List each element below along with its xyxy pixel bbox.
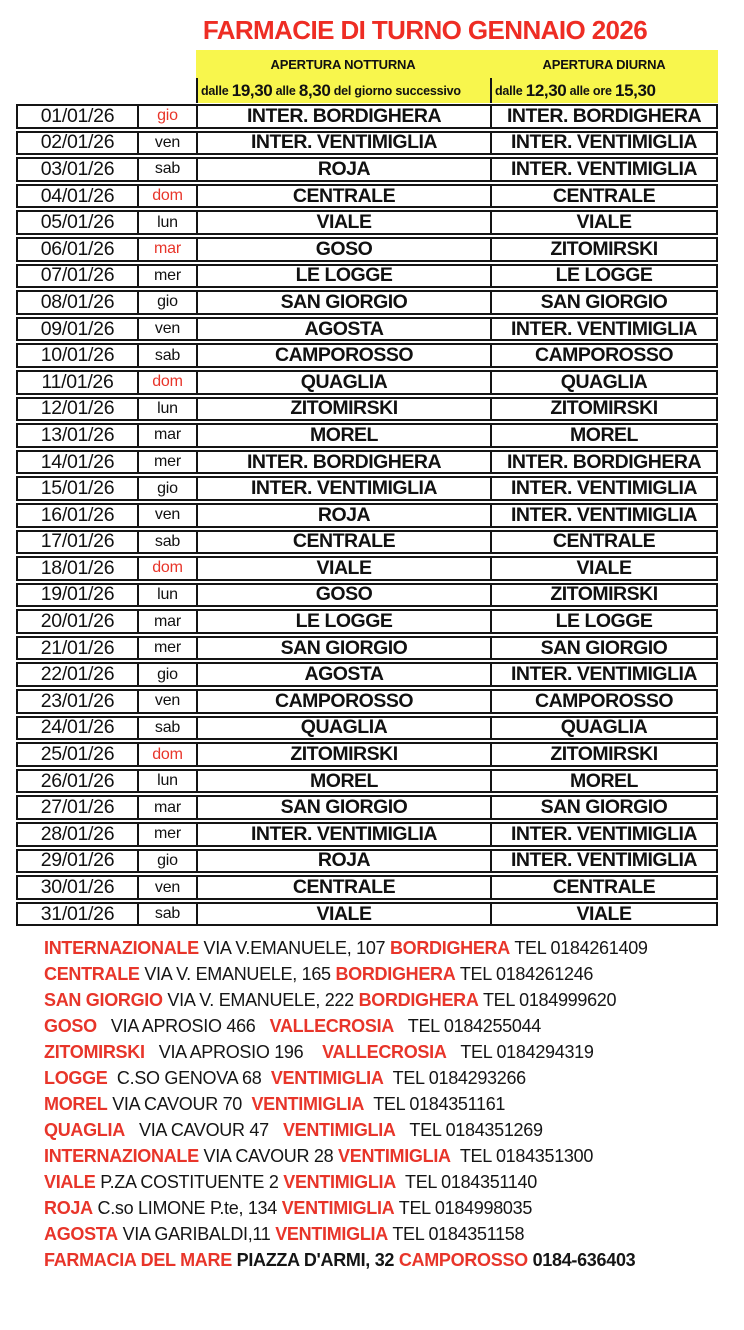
day-cell: gio [137,106,196,127]
night-times-post: del giorno successivo [330,83,461,98]
night-pharmacy-cell: GOSO [196,239,490,260]
day-pharmacy-cell: LE LOGGE [490,611,716,632]
day-pharmacy-cell: CAMPOROSSO [490,345,716,366]
pharmacy-address: C.SO GENOVA 68 [112,1068,267,1089]
table-row [16,423,718,448]
day-pharmacy-cell: INTER. BORDIGHERA [490,106,716,127]
night-pharmacy-cell: INTER. VENTIMIGLIA [196,133,490,154]
table-row [16,795,718,820]
directory-line [44,935,744,961]
night-times-pre: dalle [201,83,232,98]
pharmacy-name: INTERNAZIONALE [44,938,199,959]
pharmacy-address: C.so LIMONE P.te, 134 [97,1198,277,1219]
day-cell: lun [137,585,196,606]
night-pharmacy-cell: ZITOMIRSKI [196,744,490,765]
day-pharmacy-cell: SAN GIORGIO [490,292,716,313]
day-cell: sab [137,718,196,739]
table-row [16,317,718,342]
night-pharmacy-cell: LE LOGGE [196,266,490,287]
day-pharmacy-cell: ZITOMIRSKI [490,744,716,765]
date-cell: 11/01/26 [41,371,114,393]
directory-line [44,1169,744,1195]
day-pharmacy-cell: VIALE [490,212,716,233]
night-pharmacy-cell: VIALE [196,904,490,925]
pharmacy-city: BORDIGHERA [389,938,510,959]
day-cell: sab [137,904,196,925]
pharmacy-phone: TEL 0184261409 [514,938,648,959]
table-row [16,875,718,900]
pharmacy-address: VIA CAVOUR 70 [112,1094,247,1115]
table-row [16,131,718,156]
table-row [16,264,718,289]
pharmacy-address: VIA APROSIO 466 [101,1016,265,1037]
pharmacy-city: VALLECROSIA [269,1016,394,1037]
table-row [16,104,718,129]
opening-hours-labels-row [196,50,718,78]
table-row [16,769,718,794]
pharmacy-phone: TEL 0184351158 [392,1224,525,1245]
directory-line [44,961,744,987]
pharmacy-city: VENTIMIGLIA [270,1068,384,1089]
night-pharmacy-cell: CAMPOROSSO [196,691,490,712]
day-pharmacy-cell: CENTRALE [490,877,716,898]
date-cell: 20/01/26 [40,611,115,632]
directory-line [44,1065,744,1091]
day-cell: dom [137,372,196,393]
pharmacy-directory [44,935,744,1273]
day-cell: ven [137,691,196,712]
directory-line [44,987,744,1013]
day-pharmacy-cell: SAN GIORGIO [490,797,716,818]
night-pharmacy-cell: ROJA [196,505,490,526]
day-pharmacy-cell: CENTRALE [490,186,716,207]
pharmacy-address: VIA APROSIO 196 [149,1042,318,1063]
pharmacy-city: CAMPOROSSO [398,1250,528,1271]
directory-line [44,1195,744,1221]
night-pharmacy-cell: AGOSTA [196,664,490,685]
pharmacy-name: SAN GIORGIO [44,990,163,1011]
day-time-start: 12,30 [525,80,567,100]
directory-line [44,1143,744,1169]
night-pharmacy-cell: QUAGLIA [196,718,490,739]
date-cell: 05/01/26 [40,212,115,233]
date-cell: 19/01/26 [40,584,115,606]
day-pharmacy-cell: ZITOMIRSKI [490,585,716,606]
night-pharmacy-cell: SAN GIORGIO [196,292,490,313]
date-cell: 10/01/26 [40,345,115,366]
date-cell: 26/01/26 [40,770,115,792]
day-pharmacy-cell: QUAGLIA [490,718,716,739]
date-cell: 03/01/26 [40,159,115,180]
page-title: FARMACIE DI TURNO GENNAIO 2026 [202,15,648,45]
day-times-mid: alle ore [566,83,616,98]
directory-line [44,1221,744,1247]
pharmacy-name: FARMACIA DEL MARE [44,1250,232,1271]
date-cell: 12/01/26 [40,398,115,420]
pharmacy-name: MOREL [44,1094,108,1115]
night-pharmacy-cell: INTER. BORDIGHERA [196,452,490,473]
date-cell: 13/01/26 [40,425,115,446]
date-cell: 31/01/26 [40,903,115,925]
date-cell: 07/01/26 [40,265,115,287]
pharmacy-address: VIA V.EMANUELE, 107 [203,938,386,959]
pharmacy-city: VENTIMIGLIA [275,1224,388,1245]
day-cell: mar [137,611,196,632]
day-cell: dom [137,744,196,765]
day-cell: ven [137,319,196,340]
pharmacy-name: ZITOMIRSKI [44,1042,145,1063]
pharmacy-phone: TEL 0184293266 [388,1068,526,1089]
day-pharmacy-cell: CAMPOROSSO [490,691,716,712]
night-pharmacy-cell: INTER. BORDIGHERA [196,106,490,127]
day-pharmacy-cell: INTER. VENTIMIGLIA [490,478,716,499]
day-cell: sab [137,532,196,553]
day-pharmacy-cell: QUAGLIA [490,372,716,393]
day-cell: gio [137,851,196,872]
pharmacy-address: VIA V. EMANUELE, 222 [167,990,354,1011]
day-cell: gio [137,292,196,313]
night-pharmacy-cell: MOREL [196,771,490,792]
day-cell: gio [137,478,196,499]
table-row [16,636,718,661]
date-cell: 09/01/26 [40,318,115,340]
pharmacy-phone: TEL 0184999620 [482,990,617,1011]
date-cell: 28/01/26 [40,824,115,845]
table-row [16,530,718,555]
pharmacy-address: VIA V. EMANUELE, 165 [144,964,331,985]
pharmacy-city: VENTIMIGLIA [281,1198,395,1219]
table-row [16,583,718,608]
day-pharmacy-cell: VIALE [490,558,716,579]
day-cell: mar [137,239,196,260]
day-cell: mar [137,797,196,818]
pharmacy-name: GOSO [44,1016,97,1037]
day-pharmacy-cell: INTER. VENTIMIGLIA [490,159,716,180]
day-pharmacy-cell: ZITOMIRSKI [490,399,716,420]
night-pharmacy-cell: MOREL [196,425,490,446]
day-pharmacy-cell: INTER. VENTIMIGLIA [490,319,716,340]
day-times-pre: dalle [495,83,526,98]
day-opening-label: APERTURA DIURNA [542,56,666,72]
pharmacy-address: P.ZA COSTITUENTE 2 [100,1172,279,1193]
pharmacy-phone: TEL 0184294319 [451,1042,594,1063]
date-cell: 24/01/26 [40,717,115,739]
date-cell: 22/01/26 [40,664,115,686]
night-pharmacy-cell: ZITOMIRSKI [196,399,490,420]
table-row [16,450,718,475]
night-pharmacy-cell: CENTRALE [196,532,490,553]
date-cell: 04/01/26 [40,185,115,207]
table-row [16,237,718,262]
pharmacy-name: INTERNAZIONALE [44,1146,199,1167]
day-cell: dom [137,186,196,207]
day-pharmacy-cell: MOREL [490,425,716,446]
day-cell: mer [137,266,196,287]
pharmacy-phone: TEL 0184255044 [398,1016,542,1037]
date-cell: 29/01/26 [40,850,115,872]
night-pharmacy-cell: SAN GIORGIO [196,638,490,659]
pharmacy-name: QUAGLIA [44,1120,125,1141]
day-time-end: 15,30 [615,80,656,100]
night-pharmacy-cell: AGOSTA [196,319,490,340]
night-pharmacy-cell: SAN GIORGIO [196,797,490,818]
night-pharmacy-cell: VIALE [196,558,490,579]
day-pharmacy-cell: SAN GIORGIO [490,638,716,659]
duty-schedule-table [16,104,718,926]
night-pharmacy-cell: QUAGLIA [196,372,490,393]
day-pharmacy-cell: INTER. VENTIMIGLIA [490,851,716,872]
pharmacy-name: VIALE [44,1172,96,1193]
table-row [16,476,718,501]
day-pharmacy-cell: INTER. VENTIMIGLIA [490,664,716,685]
pharmacy-address: VIA GARIBALDI,11 [122,1224,271,1245]
day-pharmacy-cell: CENTRALE [490,532,716,553]
table-row [16,849,718,874]
table-row [16,689,718,714]
date-cell: 23/01/26 [40,691,115,712]
night-times-mid: alle [272,83,299,98]
date-cell: 30/01/26 [40,877,115,898]
table-row [16,503,718,528]
day-pharmacy-cell: ZITOMIRSKI [490,239,716,260]
opening-hours-header [196,50,718,103]
night-pharmacy-cell: GOSO [196,585,490,606]
day-pharmacy-cell: VIALE [490,904,716,925]
date-cell: 08/01/26 [40,292,115,313]
day-cell: mer [137,824,196,845]
pharmacy-city: VENTIMIGLIA [251,1094,365,1115]
pharmacy-phone: TEL 0184351161 [368,1094,506,1115]
night-time-start: 19,30 [231,80,273,100]
table-row [16,210,718,235]
day-cell: sab [137,159,196,180]
date-cell: 17/01/26 [40,531,115,553]
day-pharmacy-cell: LE LOGGE [490,266,716,287]
table-row [16,556,718,581]
night-pharmacy-cell: ROJA [196,851,490,872]
day-cell: dom [137,558,196,579]
day-pharmacy-cell: INTER. VENTIMIGLIA [490,824,716,845]
directory-line [44,1039,744,1065]
table-row [16,370,718,395]
pharmacy-city: VENTIMIGLIA [338,1146,451,1167]
night-pharmacy-cell: CAMPOROSSO [196,345,490,366]
directory-line [44,1117,744,1143]
table-row [16,662,718,687]
pharmacy-phone: TEL 0184351140 [400,1172,537,1193]
table-row [16,609,718,634]
date-cell: 02/01/26 [40,132,115,154]
day-cell: sab [137,345,196,366]
table-row [16,742,718,767]
table-row [16,157,718,182]
night-opening-label: APERTURA NOTTURNA [270,56,416,72]
day-pharmacy-cell: INTER. BORDIGHERA [490,452,716,473]
table-row [16,716,718,741]
pharmacy-city: VALLECROSIA [322,1042,447,1063]
night-pharmacy-cell: CENTRALE [196,186,490,207]
day-cell: ven [137,133,196,154]
directory-line [44,1091,744,1117]
pharmacy-address: PIAZZA D'ARMI, 32 [236,1250,395,1271]
night-pharmacy-cell: VIALE [196,212,490,233]
directory-line [44,1013,744,1039]
directory-line [44,1247,744,1273]
pharmacy-phone: TEL 0184351269 [400,1120,543,1141]
pharmacy-phone: TEL 0184261246 [459,964,594,985]
night-opening-times [196,78,490,103]
pharmacy-city: VENTIMIGLIA [283,1172,396,1193]
day-cell: mar [137,425,196,446]
day-pharmacy-cell: MOREL [490,771,716,792]
night-pharmacy-cell: INTER. VENTIMIGLIA [196,824,490,845]
day-pharmacy-cell: INTER. VENTIMIGLIA [490,133,716,154]
pharmacy-city: VENTIMIGLIA [282,1120,396,1141]
night-pharmacy-cell: INTER. VENTIMIGLIA [196,478,490,499]
date-cell: 16/01/26 [40,504,115,526]
day-cell: lun [137,399,196,420]
table-row [16,822,718,847]
pharmacy-name: ROJA [44,1198,93,1219]
pharmacy-name: CENTRALE [44,964,140,985]
table-row [16,397,718,422]
day-cell: ven [137,877,196,898]
pharmacy-phone: TEL 0184351300 [455,1146,594,1167]
pharmacy-phone: 0184-636403 [532,1250,636,1271]
day-cell: lun [137,212,196,233]
day-cell: gio [137,664,196,685]
opening-hours-times-row [196,78,718,103]
night-pharmacy-cell: CENTRALE [196,877,490,898]
pharmacy-city: BORDIGHERA [358,990,479,1011]
pharmacy-phone: TEL 0184998035 [398,1198,533,1219]
day-opening-times [490,78,718,103]
day-cell: ven [137,505,196,526]
day-cell: mer [137,452,196,473]
date-cell: 15/01/26 [40,478,115,499]
day-cell: lun [137,771,196,792]
pharmacy-name: LOGGE [44,1068,108,1089]
date-cell: 27/01/26 [40,797,115,819]
date-cell: 06/01/26 [40,238,115,260]
date-cell: 14/01/26 [40,451,115,473]
day-cell: mer [137,638,196,659]
pharmacy-address: VIA CAVOUR 28 [203,1146,334,1167]
date-cell: 25/01/26 [40,744,115,765]
date-cell: 18/01/26 [40,558,115,579]
pharmacy-city: BORDIGHERA [335,964,456,985]
table-row [16,290,718,315]
night-time-end: 8,30 [298,80,331,100]
day-pharmacy-cell: INTER. VENTIMIGLIA [490,505,716,526]
pharmacy-name: AGOSTA [44,1224,118,1245]
table-row [16,343,718,368]
night-pharmacy-cell: LE LOGGE [196,611,490,632]
night-pharmacy-cell: ROJA [196,159,490,180]
date-cell: 01/01/26 [40,106,115,127]
pharmacy-address: VIA CAVOUR 47 [129,1120,279,1141]
date-cell: 21/01/26 [40,637,115,659]
table-row [16,184,718,209]
table-row [16,902,718,927]
